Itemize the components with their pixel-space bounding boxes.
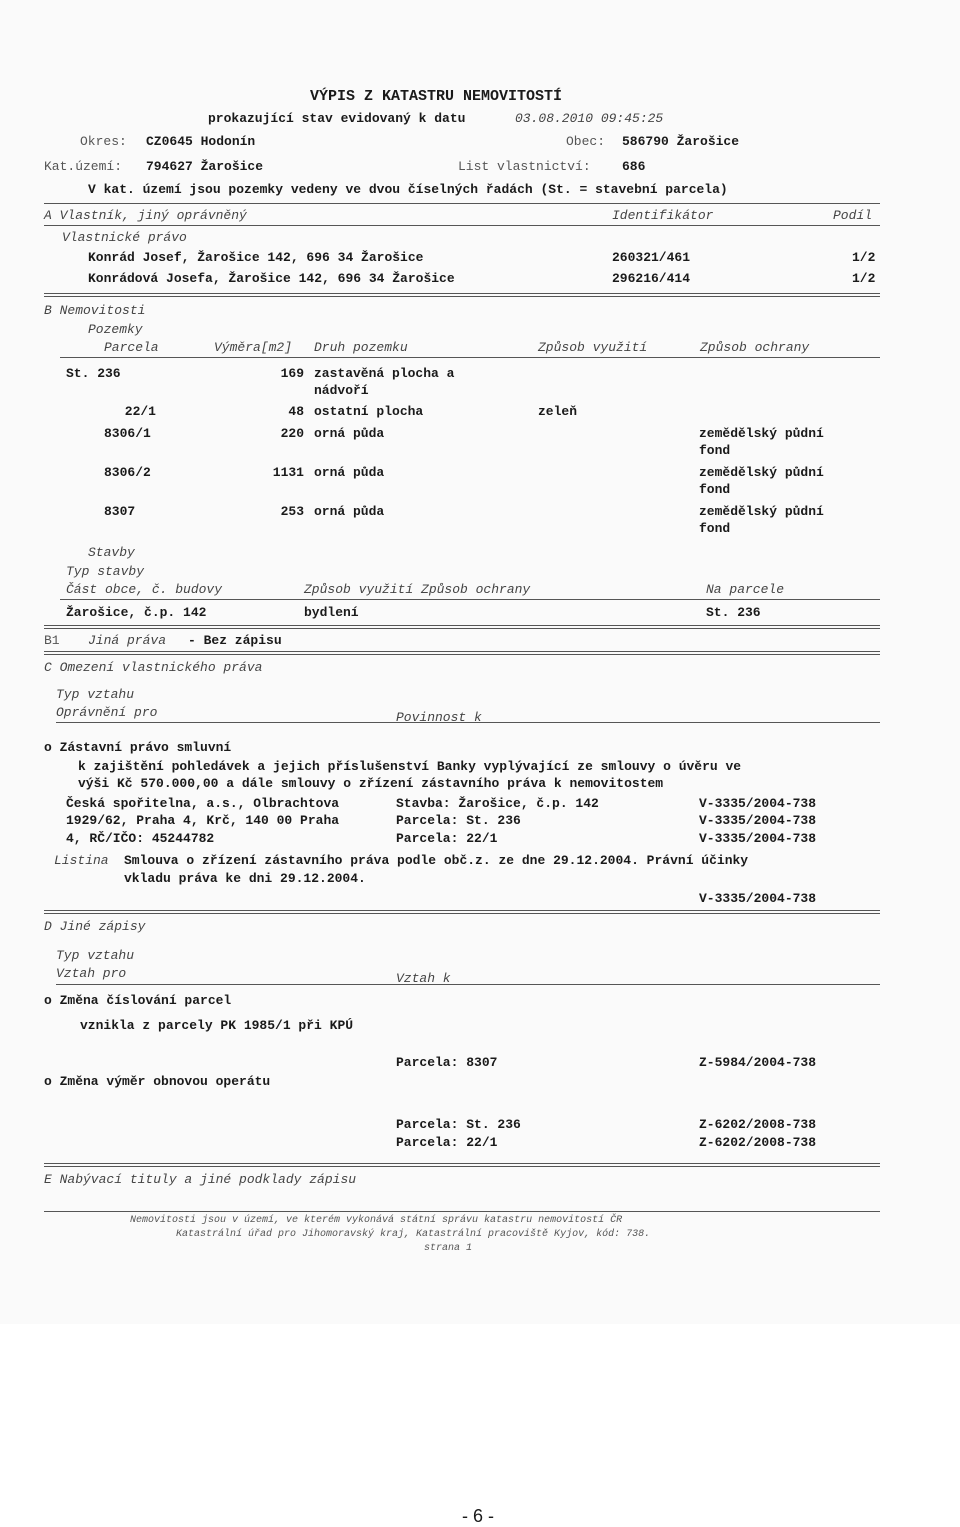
record-ref: Z-5984/2004-738 <box>699 1055 817 1070</box>
col-typ-vztahu: Typ vztahu <box>56 687 135 702</box>
col-parcela: Parcela <box>104 340 159 355</box>
lien-row-left: 1929/62, Praha 4, Krč, 140 00 Praha <box>66 813 340 828</box>
listina-text: Smlouva o zřízení zástavního práva podle obč.z. ze dne 29.12.2004. Právní účinky <box>124 853 749 868</box>
col-druh: Druh pozemku <box>314 340 408 355</box>
owner-name: Konrádová Josefa, Žarošice 142, 696 34 Žarošice <box>88 271 455 286</box>
record-ref: Z-6202/2008-738 <box>699 1135 817 1150</box>
col-typ-vztahu: Typ vztahu <box>56 948 135 963</box>
col-cast-obce: Část obce, č. budovy <box>66 582 223 597</box>
okres-label: Okres: <box>80 134 127 149</box>
divider <box>44 1211 880 1212</box>
record-parcel: Parcela: St. 236 <box>396 1117 521 1132</box>
owner-name: Konrád Josef, Žarošice 142, 696 34 Žarošice <box>88 250 424 265</box>
katuzemi-label: Kat.území: <box>44 159 123 174</box>
parcel-protection-cont: fond <box>699 443 731 458</box>
parcel-number: 8306/1 <box>104 426 151 441</box>
parcel-protection: zemědělský půdní <box>699 465 824 480</box>
col-vymera: Výměra[m2] <box>214 340 293 355</box>
parcel-type: zastavěná plocha a <box>314 366 455 381</box>
record-title: o Změna výměr obnovou operátu <box>44 1074 271 1089</box>
obec-label: Obec: <box>566 134 606 149</box>
divider <box>44 625 880 629</box>
parcel-number: 8306/2 <box>104 465 151 480</box>
col-identifikator: Identifikátor <box>612 208 714 223</box>
owner-id: 296216/414 <box>612 271 691 286</box>
col-vztah-pro: Vztah pro <box>56 966 127 981</box>
extract-date: 03.08.2010 09:45:25 <box>515 111 664 126</box>
footer-text-cont: Katastrální úřad pro Jihomoravský kraj, Katastrální pracoviště Kyjov, kód: 738. <box>176 1229 651 1240</box>
lien-text-cont: výši Kč 570.000,00 a dále smlouvy o zřízení zástavního práva k nemovitostem <box>78 776 664 791</box>
record-ref: Z-6202/2008-738 <box>699 1117 817 1132</box>
divider <box>56 722 880 723</box>
listina-ref: V-3335/2004-738 <box>699 891 817 906</box>
parcel-protection-cont: fond <box>699 521 731 536</box>
divider <box>44 203 880 204</box>
building-use: bydlení <box>304 605 359 620</box>
parcel-area: 169 <box>280 366 304 381</box>
section-a-header: A Vlastník, jiný oprávněný <box>44 208 247 223</box>
col-na-parcele: Na parcele <box>706 582 785 597</box>
record-parcel: Parcela: 22/1 <box>396 1135 498 1150</box>
footer-text: Nemovitosti jsou v území, ve kterém vykonává státní správu katastru nemovitostí ČR <box>130 1215 623 1226</box>
section-b1-value: - Bez zápisu <box>188 633 282 648</box>
record-title: o Změna číslování parcel <box>44 993 232 1008</box>
listina-label: Listina <box>54 853 109 868</box>
lien-row-left: 4, RČ/IČO: 45244782 <box>66 831 215 846</box>
lien-text: k zajištění pohledávek a jejich příslušenství Banky vyplývající ze smlouvy o úvěru ve <box>78 759 742 774</box>
lien-row-mid: Parcela: St. 236 <box>396 813 521 828</box>
lien-row-ref: V-3335/2004-738 <box>699 831 817 846</box>
parcel-series-note: V kat. území jsou pozemky vedeny ve dvou číselných řadách (St. = stavební parcela) <box>88 182 728 197</box>
lv-value: 686 <box>622 159 646 174</box>
divider <box>44 293 880 297</box>
divider <box>44 225 880 226</box>
parcel-protection: zemědělský půdní <box>699 426 824 441</box>
col-opravneni-pro: Oprávnění pro <box>56 705 158 720</box>
pozemky-label: Pozemky <box>88 322 143 337</box>
parcel-type: orná půda <box>314 465 385 480</box>
parcel-area: 220 <box>280 426 304 441</box>
section-d-header: D Jiné zápisy <box>44 919 146 934</box>
parcel-area: 253 <box>280 504 304 519</box>
parcel-protection: zemědělský půdní <box>699 504 824 519</box>
parcel-area: 1131 <box>272 465 304 480</box>
record-parcel: Parcela: 8307 <box>396 1055 498 1070</box>
vlastnicke-pravo-label: Vlastnické právo <box>62 230 187 245</box>
record-text: vznikla z parcely PK 1985/1 při KPÚ <box>80 1018 354 1033</box>
parcel-type: orná půda <box>314 504 385 519</box>
parcel-number: 22/1 <box>124 404 156 419</box>
section-b1-code: B1 <box>44 633 60 648</box>
building-address: Žarošice, č.p. 142 <box>66 605 207 620</box>
stavby-label: Stavby <box>88 545 135 560</box>
parcel-protection-cont: fond <box>699 482 731 497</box>
page-number: - 6 - <box>462 1506 495 1526</box>
section-e-header: E Nabývací tituly a jiné podklady zápisu <box>44 1172 357 1187</box>
lien-title: o Zástavní právo smluvní <box>44 740 232 755</box>
lien-row-mid: Stavba: Žarošice, č.p. 142 <box>396 796 599 811</box>
lien-row-left: Česká spořitelna, a.s., Olbrachtova <box>66 796 340 811</box>
parcel-type: orná půda <box>314 426 385 441</box>
parcel-type: ostatní plocha <box>314 404 424 419</box>
lv-label: List vlastnictví: <box>458 159 591 174</box>
obec-value: 586790 Žarošice <box>622 134 740 149</box>
parcel-number: St. 236 <box>66 366 121 381</box>
owner-share: 1/2 <box>852 250 876 265</box>
okres-value: CZ0645 Hodonín <box>146 134 256 149</box>
col-stavba-vyuziti-ochrana: Způsob využití Způsob ochrany <box>304 582 531 597</box>
lien-row-ref: V-3335/2004-738 <box>699 796 817 811</box>
divider <box>56 984 880 985</box>
footer-page-label: strana 1 <box>424 1243 473 1254</box>
parcel-area: 48 <box>288 404 304 419</box>
owner-share: 1/2 <box>852 271 876 286</box>
col-vztah-k: Vztah k <box>396 971 451 986</box>
section-b1-label: Jiná práva <box>88 633 167 648</box>
parcel-number: 8307 <box>104 504 136 519</box>
divider <box>60 599 880 600</box>
col-vyuziti: Způsob využití <box>538 340 648 355</box>
document-title: VÝPIS Z KATASTRU NEMOVITOSTÍ <box>310 88 563 105</box>
col-ochrana: Způsob ochrany <box>700 340 810 355</box>
divider <box>44 651 880 655</box>
listina-text-cont: vkladu práva ke dni 29.12.2004. <box>124 871 366 886</box>
katuzemi-value: 794627 Žarošice <box>146 159 264 174</box>
col-typ-stavby: Typ stavby <box>66 564 145 579</box>
parcel-type-cont: nádvoří <box>314 383 369 398</box>
section-c-header: C Omezení vlastnického práva <box>44 660 263 675</box>
divider <box>44 910 880 914</box>
building-parcel: St. 236 <box>706 605 761 620</box>
owner-id: 260321/461 <box>612 250 691 265</box>
lien-row-mid: Parcela: 22/1 <box>396 831 498 846</box>
section-b-header: B Nemovitosti <box>44 303 146 318</box>
divider <box>60 357 880 358</box>
subtitle-prefix: prokazující stav evidovaný k datu <box>208 111 466 126</box>
col-povinnost-k: Povinnost k <box>396 710 482 725</box>
divider <box>44 1163 880 1167</box>
parcel-use: zeleň <box>538 404 578 419</box>
lien-row-ref: V-3335/2004-738 <box>699 813 817 828</box>
col-podil: Podíl <box>833 208 873 223</box>
